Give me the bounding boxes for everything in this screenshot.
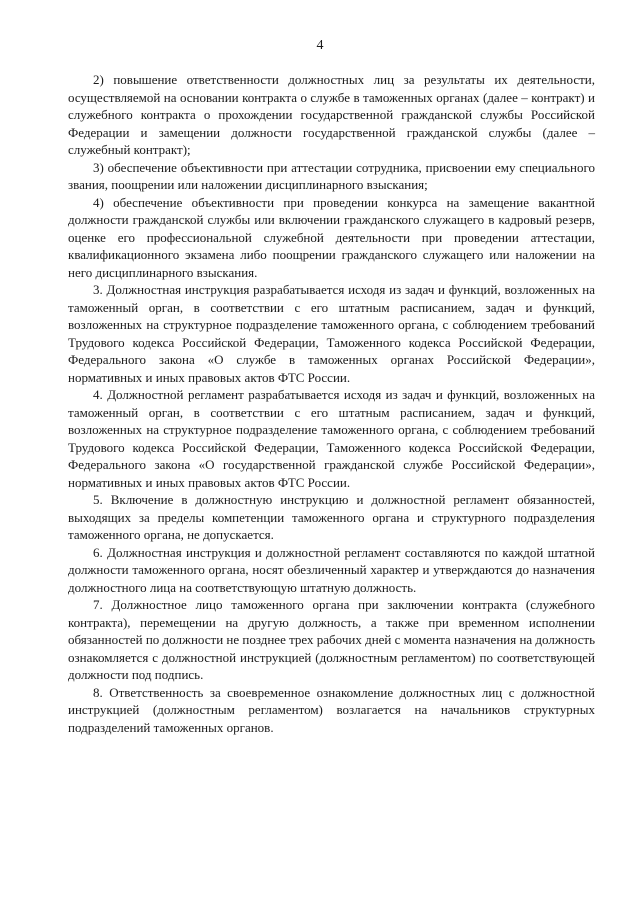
paragraph-section-4: 4. Должностной регламент разрабатывается исходя из задач и функций, возложенных на таможенный орган, в соответствии с его штатным расписанием, задач и функций, возложенных на структурное подразделение таможенного органа, с соблюдением требований Трудового кодекса Российской Федерации, Таможенного кодекса Российской Федерации, Федерального закона «О государственной гражданской службе Российской Федерации», нормативных и иных правовых актов ФТС России. (68, 387, 595, 490)
paragraph-section-8: 8. Ответственность за своевременное ознакомление должностных лиц с должностной инструкцией (должностным регламентом) возлагается на начальников структурных подразделений таможенных органов. (68, 684, 595, 735)
page-number: 4 (316, 38, 324, 53)
paragraph-item-4: 4) обеспечение объективности при проведении конкурса на замещение вакантной должности гражданской службы или включении гражданского служащего в кадровый резерв, оценке его профессиональной служебной деятельности при проведении аттестации, квалификационного экзамена либо поощрении гражданского служащего или наложении на него дисциплинарного взыскания. (68, 194, 595, 280)
paragraph-section-6: 6. Должностная инструкция и должностной регламент составляются по каждой штатной должности таможенного органа, носят обезличенный характер и утверждаются до назначения должностного лица на соответствующую штатную должность. (68, 544, 595, 595)
paragraph-item-2: 2) повышение ответственности должностных лиц за результаты их деятельности, осуществляемой на основании контракта о службе в таможенных органах (далее – контракт) и служебного контракта о прохождении государственной гражданской службы Российской Федерации и замещении должности государственной гражданской службы (далее – служебный контракт); (68, 72, 595, 157)
paragraph-section-3: 3. Должностная инструкция разрабатывается исходя из задач и функций, возложенных на таможенный орган, в соответствии с его штатным расписанием, задач и функций, возложенных на структурное подразделение таможенного органа, с соблюдением требований Трудового кодекса Российской Федерации, Таможенного кодекса Российской Федерации, Федерального закона «О службе в таможенных органах Российской Федерации», нормативных и иных правовых актов ФТС России. (68, 282, 595, 385)
document-body (68, 71, 595, 736)
paragraph-section-7: 7. Должностное лицо таможенного органа при заключении контракта (служебного контракта), перемещении на другую должность, а также при временном исполнении обязанностей по должности не позднее трех рабочих дней с момента назначения на должность ознакомляется с должностной инструкцией (должностным регламентом) по соответствующей должности под подпись. (68, 597, 596, 682)
paragraph-section-5: 5. Включение в должностную инструкцию и должностной регламент обязанностей, выходящих за пределы компетенции таможенного органа и структурного подразделения таможенного органа, не допускается. (68, 492, 595, 542)
paragraph-item-3: 3) обеспечение объективности при аттестации сотрудника, присвоении ему специального звания, поощрении или наложении дисциплинарного взыскания; (68, 159, 595, 192)
